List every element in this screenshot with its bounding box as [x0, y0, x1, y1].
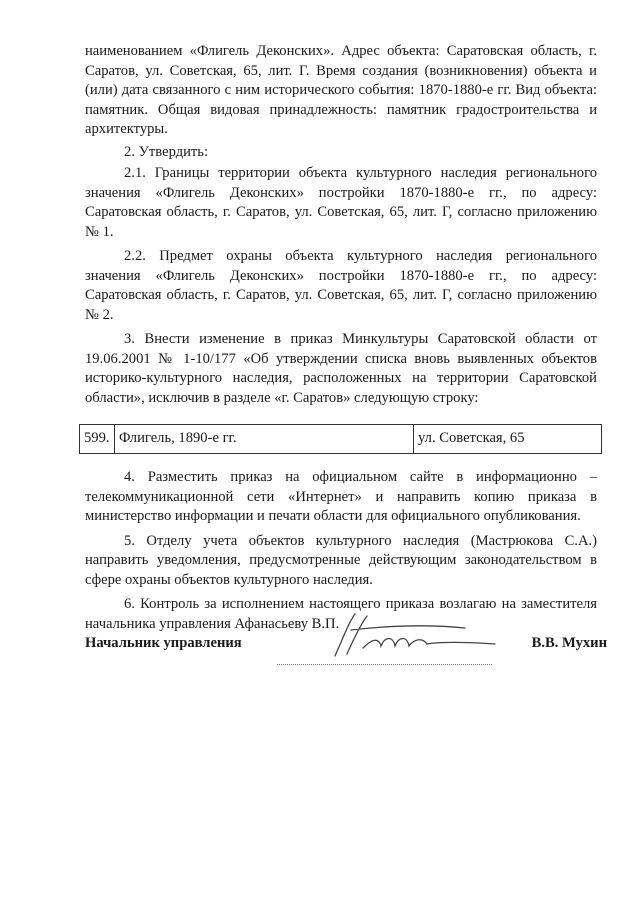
paragraph-order-amendment: 3. Внести изменение в приказ Минкультуры Саратовской области от 19.06.2001 № 1-10/177 «Об утверждении списка вновь выявленных объектов историко-культурного наследия, расположенных на территории Саратовской области», исключив в разделе «г. Саратов» следующую строку: — [85, 331, 597, 406]
object-name-cell: Флигель, 1890-е гг. — [115, 425, 414, 454]
signature-block — [85, 632, 607, 672]
paragraph-approve-heading: 2. Утвердить: — [124, 143, 209, 160]
document-body — [85, 42, 597, 639]
paragraph-send-notices: 5. Отделу учета объектов культурного наследия (Мастрюкова С.А.) направить уведомления, предусмотренные действующим законодательством в сфере охраны объектов культурного наследия. — [85, 532, 597, 588]
excluded-row-table — [79, 424, 602, 454]
paragraph-object-description: наименованием «Флигель Деконских». Адрес объекта: Саратовская область, г. Саратов, ул. Советская, 65, лит. Г. Время создания (возникновения) объекта и (или) дата связанного с ним исторического события: 1870-1880-е гг. Вид объекта: памятник. Общая видовая принадлежность: памятник градостроительства и архитектуры. — [85, 43, 597, 137]
table-row — [80, 425, 602, 454]
paragraph-control-assignment: 6. Контроль за исполнением настоящего приказа возлагаю на заместителя начальника управления Афанасьеву В.П. — [85, 596, 597, 632]
paragraph-protection-subject: 2.2. Предмет охраны объекта культурного наследия регионального значения «Флигель Деконских» постройки 1870-1880-е гг., по адресу: Саратовская область, г. Саратов, ул. Советская, 65, лит. Г, согласно приложению № 2. — [85, 248, 597, 323]
address-cell: ул. Советская, 65 — [414, 425, 602, 454]
row-number-cell: 599. — [80, 425, 115, 454]
signatory-name: В.В. Мухин — [531, 635, 607, 651]
handwritten-signature-image — [315, 608, 505, 664]
signature-line — [277, 664, 492, 665]
signatory-title: Начальник управления — [85, 635, 242, 651]
paragraph-publish-order: 4. Разместить приказ на официальном сайте в информационно – телекоммуникационной сети «Интернет» и направить копию приказа в министерство информации и печати области для официального опубликования. — [85, 469, 597, 524]
paragraph-territory-borders: 2.1. Границы территории объекта культурного наследия регионального значения «Флигель Деконских» постройки 1870-1880-е гг., по адресу: Саратовская область, г. Саратов, ул. Советская, 65, лит. Г, согласно приложению № 1. — [85, 165, 597, 240]
